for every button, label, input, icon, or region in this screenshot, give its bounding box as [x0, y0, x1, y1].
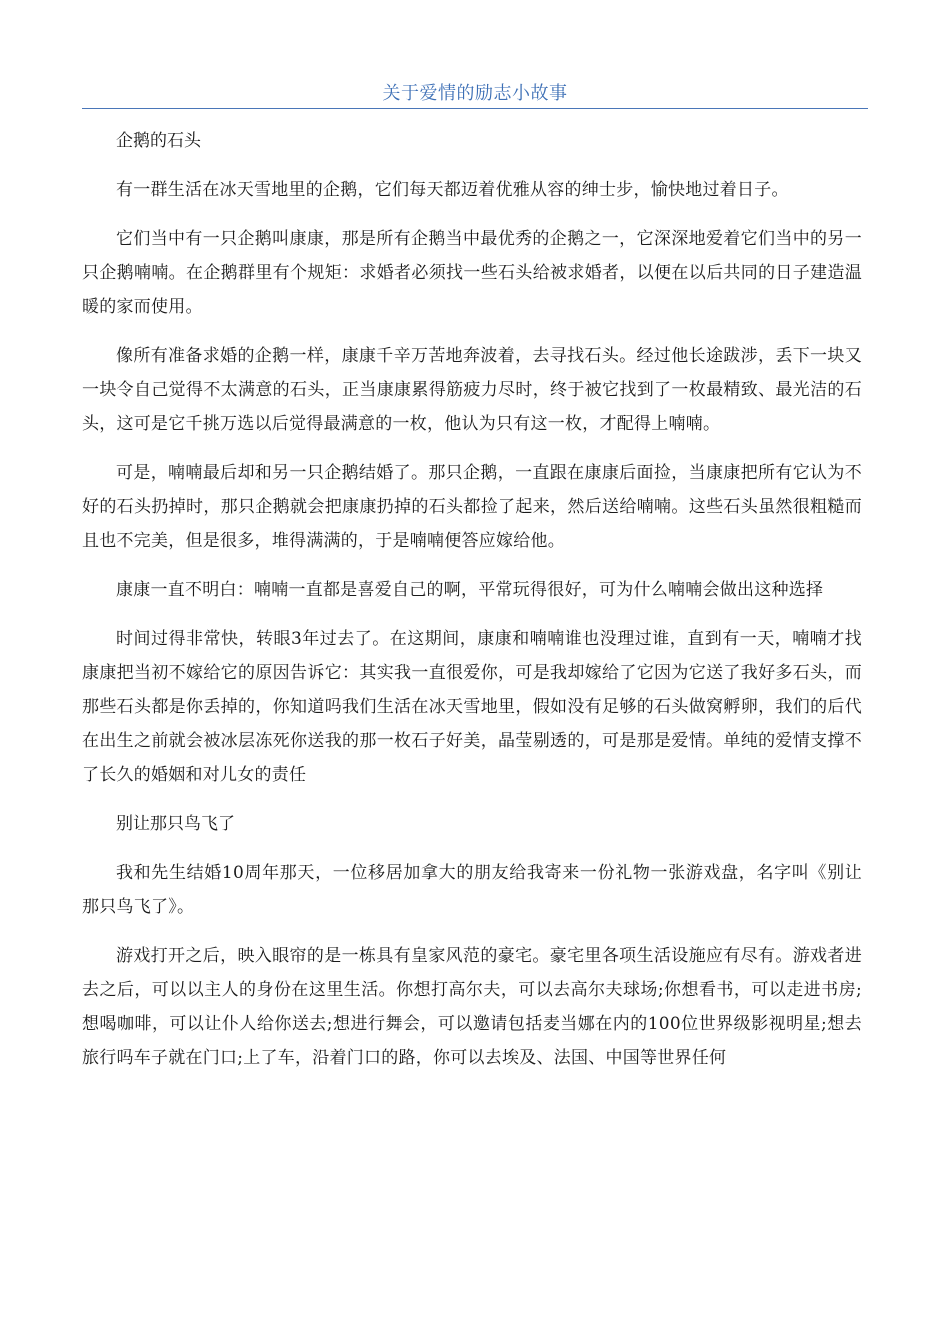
page-header [82, 80, 868, 109]
paragraph: 我和先生结婚10周年那天，一位移居加拿大的朋友给我寄来一份礼物一张游戏盘，名字叫《别让那只鸟飞了》。 [82, 863, 862, 917]
paragraph: 康康一直不明白：喃喃一直都是喜爱自己的啊，平常玩得很好，可为什么喃喃会做出这种选择 [116, 580, 824, 600]
section-bird [82, 807, 862, 1075]
section-heading: 别让那只鸟飞了 [116, 814, 235, 834]
section-penguin-stone [82, 124, 862, 792]
document-body [82, 124, 862, 1090]
paragraph: 有一群生活在冰天雪地里的企鹅，它们每天都迈着优雅从容的绅士步，愉快地过着日子。 [116, 180, 789, 200]
paragraph: 它们当中有一只企鹅叫康康，那是所有企鹅当中最优秀的企鹅之一，它深深地爱着它们当中的另一只企鹅喃喃。在企鹅群里有个规矩：求婚者必须找一些石头给被求婚者，以便在以后共同的日子建造温暖的家而使用。 [82, 229, 862, 317]
paragraph: 可是，喃喃最后却和另一只企鹅结婚了。那只企鹅，一直跟在康康后面捡，当康康把所有它认为不好的石头扔掉时，那只企鹅就会把康康扔掉的石头都捡了起来，然后送给喃喃。这些石头虽然很粗糙而且也不完美，但是很多，堆得满满的，于是喃喃便答应嫁给他。 [82, 463, 862, 551]
paragraph: 像所有准备求婚的企鹅一样，康康千辛万苦地奔波着，去寻找石头。经过他长途跋涉，丢下一块又一块令自己觉得不太满意的石头，正当康康累得筋疲力尽时，终于被它找到了一枚最精致、最光洁的石头，这可是它千挑万选以后觉得最满意的一枚，他认为只有这一枚，才配得上喃喃。 [82, 346, 862, 434]
section-heading: 企鹅的石头 [116, 131, 201, 151]
document-title: 关于爱情的励志小故事 [382, 83, 568, 104]
paragraph: 游戏打开之后，映入眼帘的是一栋具有皇家风范的豪宅。豪宅里各项生活设施应有尽有。游戏者进去之后，可以以主人的身份在这里生活。你想打高尔夫，可以去高尔夫球场;你想看书，可以走进书房;想喝咖啡，可以让仆人给你送去;想进行舞会，可以邀请包括麦当娜在内的100位世界级影视明星;想去旅行吗车子就在门口;上了车，沿着门口的路，你可以去埃及、法国、中国等世界任何 [82, 946, 862, 1068]
paragraph: 时间过得非常快，转眼3年过去了。在这期间，康康和喃喃谁也没理过谁，直到有一天，喃喃才找康康把当初不嫁给它的原因告诉它：其实我一直很爱你，可是我却嫁给了它因为它送了我好多石头，而那些石头都是你丢掉的，你知道吗我们生活在冰天雪地里，假如没有足够的石头做窝孵卵，我们的后代在出生之前就会被冰层冻死你送我的那一枚石子好美，晶莹剔透的，可是那是爱情。单纯的爱情支撑不了长久的婚姻和对儿女的责任 [82, 629, 862, 785]
